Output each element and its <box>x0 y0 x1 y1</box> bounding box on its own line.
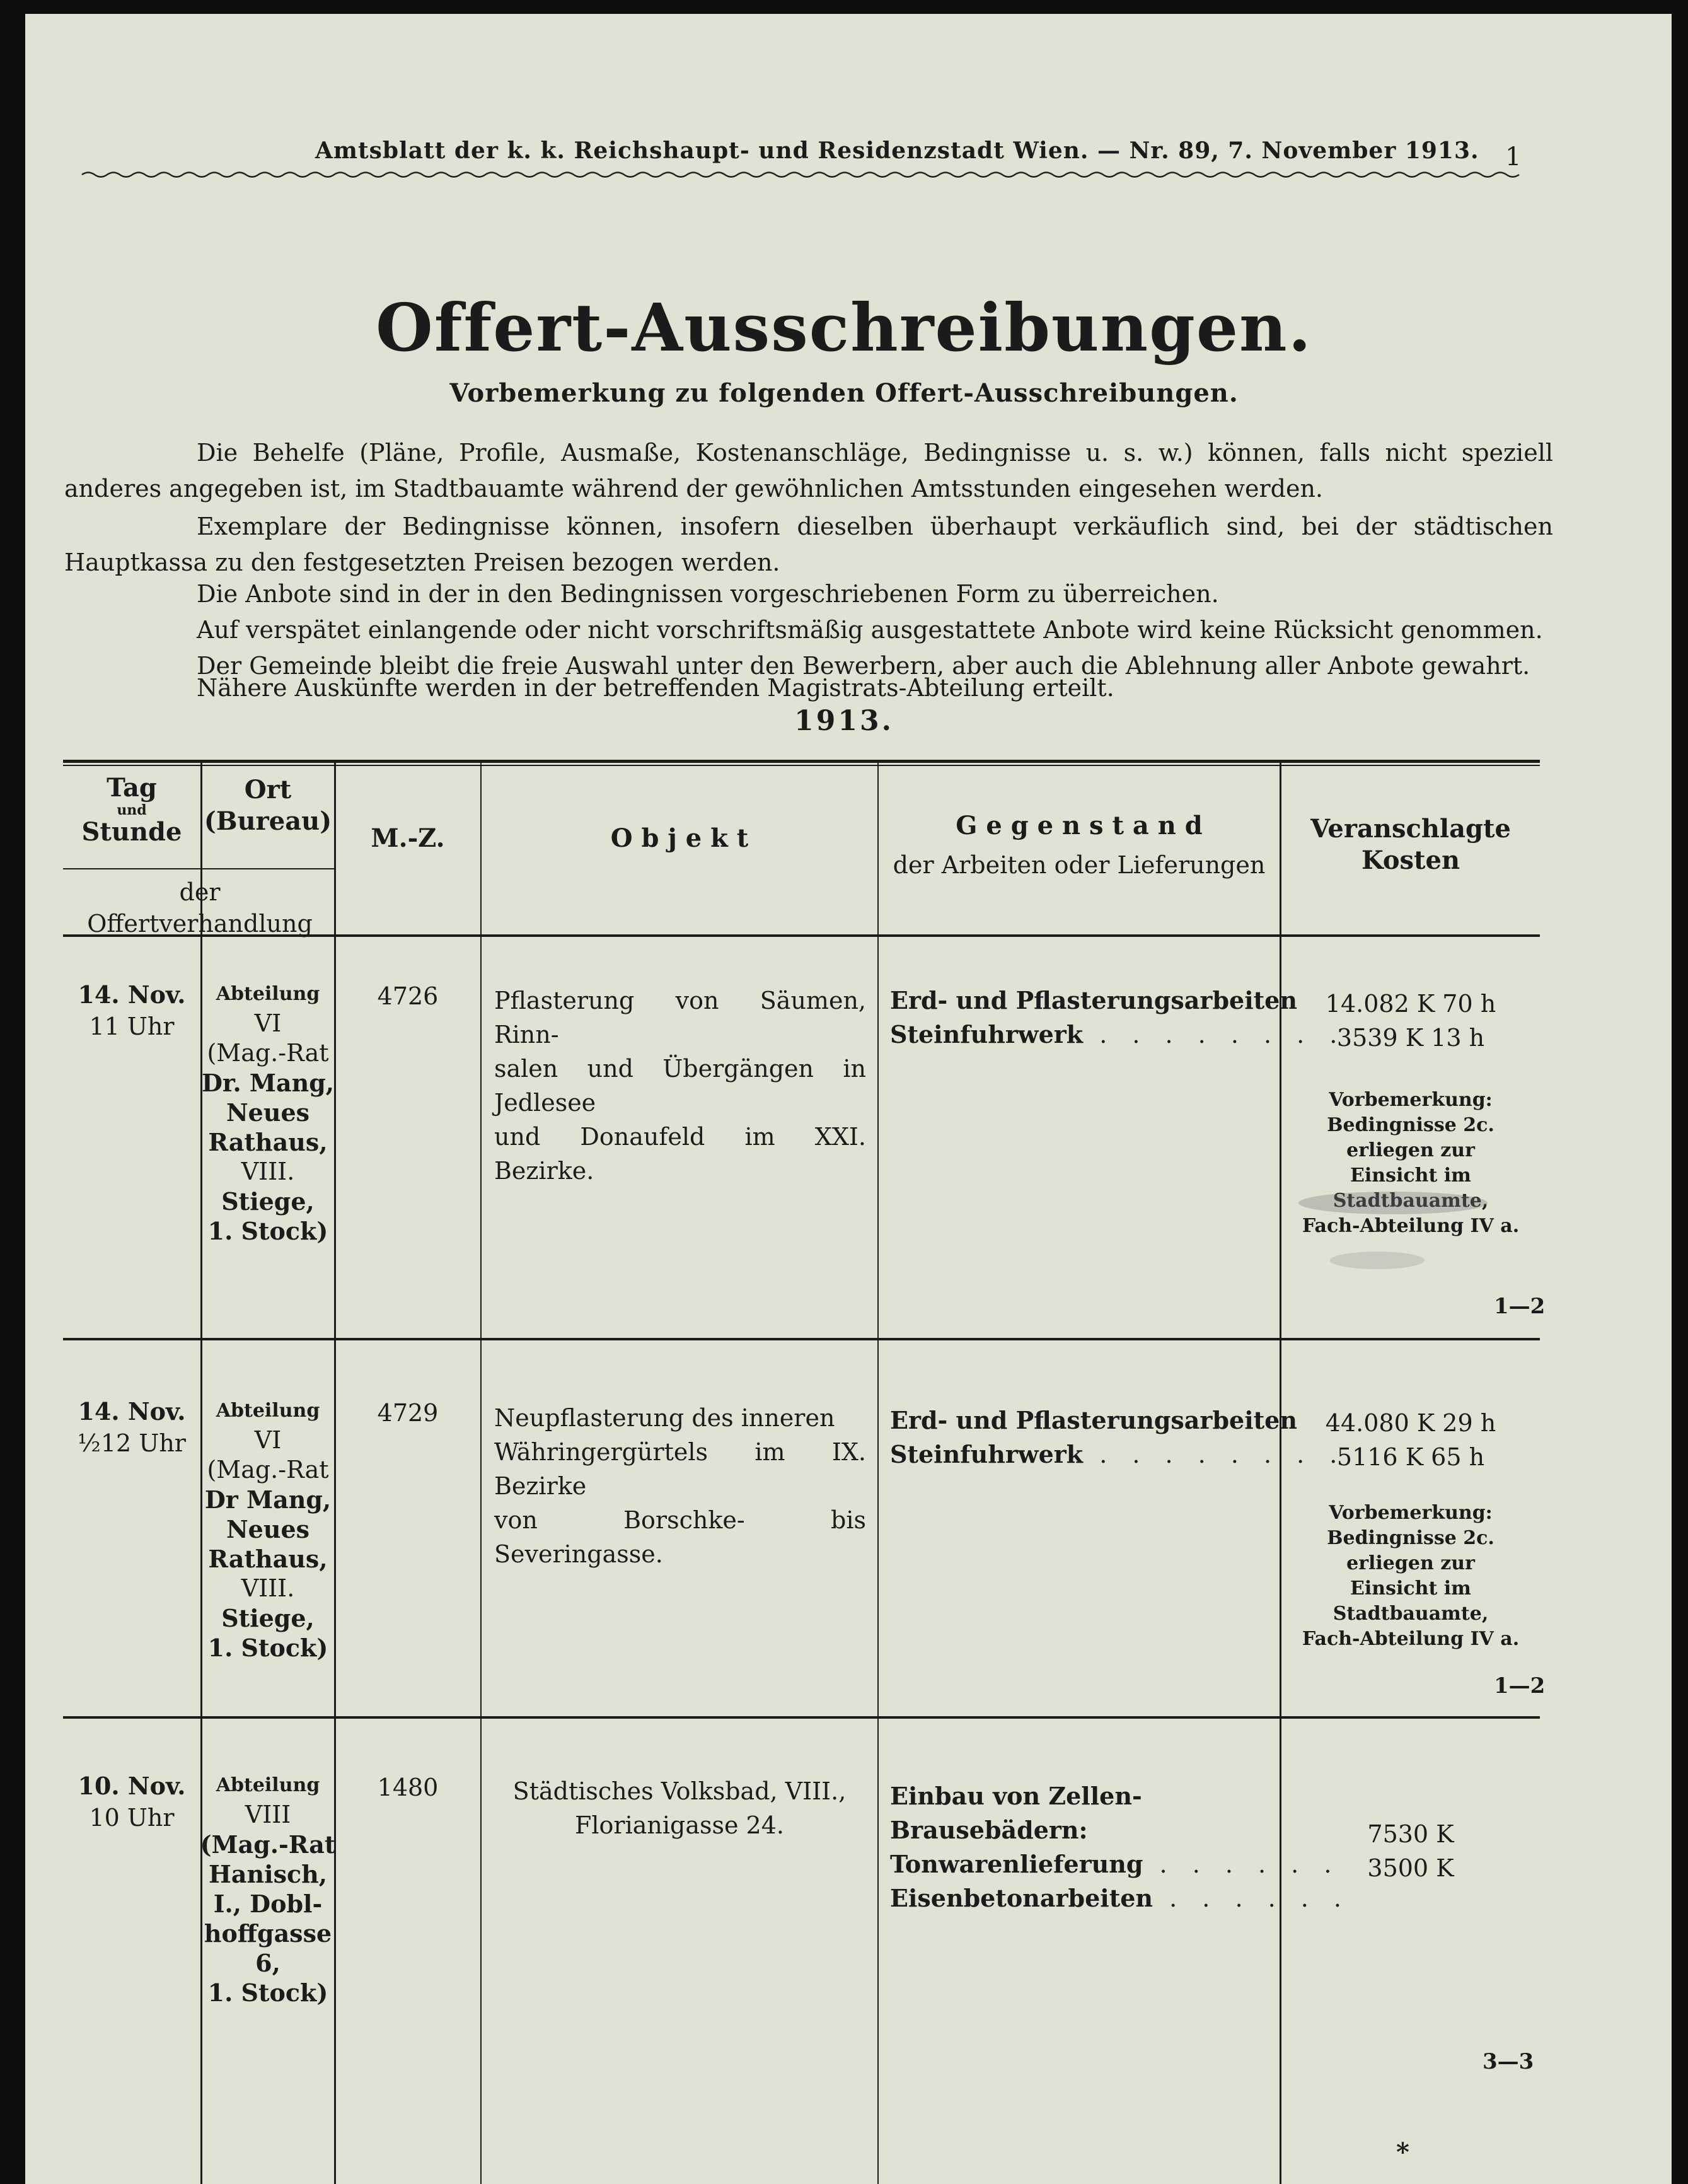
table-row-3-items: Einbau von Zellen-Brausebädern: Tonwarenlieferung . . . . . . Eisenbetonarbeiten . . . . . . <box>890 1782 1351 1912</box>
table-row-1-date: 14. Nov. 11 Uhr <box>78 980 186 1040</box>
table-row-1-objekt: Pflasterung von Säumen, Rinn- salen und Übergängen in Jedlesee und Donaufeld im XXI. Bezirke. <box>494 987 866 1185</box>
print-smudge <box>1330 1252 1425 1269</box>
table-row-2-count: 1—2 <box>1494 1673 1546 1699</box>
table-row-3-objekt: Städtisches Volksbad, VIII., Florianigasse 24. <box>512 1777 847 1839</box>
header-gegenstand: G e g e n s t a n d <box>956 811 1203 840</box>
table-row-2-ort: Abteilung VI (Mag.-Rat Dr Mang, Neues Rathaus, VIII. Stiege, 1. Stock) <box>204 1400 332 1662</box>
table-row-2-mz: 4729 <box>377 1399 439 1427</box>
table-row-2-objekt: Neupflasterung des inneren Währingergürtels im IX. Bezirke von Borschke- bis Severingasse. <box>494 1404 866 1568</box>
table-row-1-items: Erd- und Pflasterungsarbeiten Steinfuhrwerk . . . . . . . . <box>890 986 1346 1048</box>
year-heading: 1913. <box>794 705 894 737</box>
table-row-1-mz: 4726 <box>377 982 439 1010</box>
table-row-2-note: Vorbemerkung: Bedingnisse 2c. erliegen zur Einsicht im Stadtbauamte, Fach-Abteilung IV a. <box>1302 1502 1520 1650</box>
table-row-1-costs: 14.082 K 70 h 3539 K 13 h <box>1325 990 1496 1052</box>
table-row-3-costs: 7530 K 3500 K <box>1367 1820 1454 1882</box>
scan-border-top <box>0 0 1688 14</box>
paragraph: Nähere Auskünfte werden in der betreffenden Magistrats-Abteilung erteilt. <box>197 674 1114 702</box>
table-row-2-costs: 44.080 K 29 h 5116 K 65 h <box>1325 1409 1496 1471</box>
table-row-1-count: 1—2 <box>1494 1294 1546 1319</box>
paragraph: Die Anbote sind in der in den Bedingnissen vorgeschriebenen Form zu überreichen. <box>197 580 1219 608</box>
column-rule <box>480 760 482 2184</box>
subtitle: Vorbemerkung zu folgenden Offert-Ausschreibungen. <box>449 378 1239 408</box>
wavy-rule <box>82 169 1525 180</box>
table-row-3-count: 3—3 <box>1483 2049 1534 2074</box>
footer-asterisk: * <box>1396 2137 1409 2167</box>
page-title: Offert-Ausschreibungen. <box>376 289 1312 366</box>
header-subrule <box>63 868 334 869</box>
print-smudge <box>1298 1192 1488 1214</box>
table-row-2-items: Erd- und Pflasterungsarbeiten Steinfuhrwerk . . . . . . . . <box>890 1406 1346 1468</box>
table-row-3-date: 10. Nov. 10 Uhr <box>78 1772 186 1832</box>
header-tag-stunde: Tag und Stunde <box>81 773 182 847</box>
table-top-rule <box>63 760 1540 763</box>
header-gegenstand-sub: der Arbeiten oder Lieferungen <box>893 851 1266 879</box>
table-row-1-ort: Abteilung VI (Mag.-Rat Dr. Mang, Neues Rathaus, VIII. Stiege, 1. Stock) <box>201 983 335 1245</box>
row-rule <box>63 1716 1540 1719</box>
paragraph: Der Gemeinde bleibt die freie Auswahl unter den Bewerbern, aber auch die Ablehnung aller Anbote gewahrt. <box>197 652 1530 680</box>
header-kosten: Veranschlagte Kosten <box>1310 814 1511 875</box>
header-objekt: O b j e k t <box>610 823 749 853</box>
table-row-3-ort: Abteilung VIII (Mag.-Rat Hanisch, I., Dobl- hoffgasse 6, 1. Stock) <box>200 1774 336 2007</box>
column-rule <box>877 760 879 2184</box>
header-offertverhandlung: der Offertverhandlung <box>87 878 313 938</box>
paragraph: Die Behelfe (Pläne, Profile, Ausmaße, Kostenanschläge, Bedingnisse u. s. w.) können, falls nicht speziell anderes angegeben ist, im Stadtbauamte während der gewöhnlichen Amtsstunden eingesehen werden. <box>64 439 1553 502</box>
table-row-1-note: Vorbemerkung: Bedingnisse 2c. erliegen zur Einsicht im Stadtbauamte, Fach-Abteilung IV a. <box>1302 1089 1520 1237</box>
paragraph: Auf verspätet einlangende oder nicht vorschriftsmäßig ausgestattete Anbote wird keine Rücksicht genommen. <box>197 616 1543 644</box>
header-mz: M.-Z. <box>371 823 445 853</box>
paragraph: Exemplare der Bedingnisse können, insofern dieselben überhaupt verkäuflich sind, bei der städtischen Hauptkassa zu den festgesetzten Preisen bezogen werden. <box>64 513 1553 576</box>
header-ort-bureau: Ort (Bureau) <box>204 775 332 836</box>
masthead: Amtsblatt der k. k. Reichshaupt- und Residenzstadt Wien. — Nr. 89, 7. November 1913. <box>315 137 1479 164</box>
row-rule <box>63 1338 1540 1340</box>
page-number: 1 <box>1505 142 1522 171</box>
table-top-rule-thin <box>63 765 1540 766</box>
table-row-2-date: 14. Nov. ½12 Uhr <box>78 1397 186 1457</box>
table-row-3-mz: 1480 <box>377 1774 439 1801</box>
